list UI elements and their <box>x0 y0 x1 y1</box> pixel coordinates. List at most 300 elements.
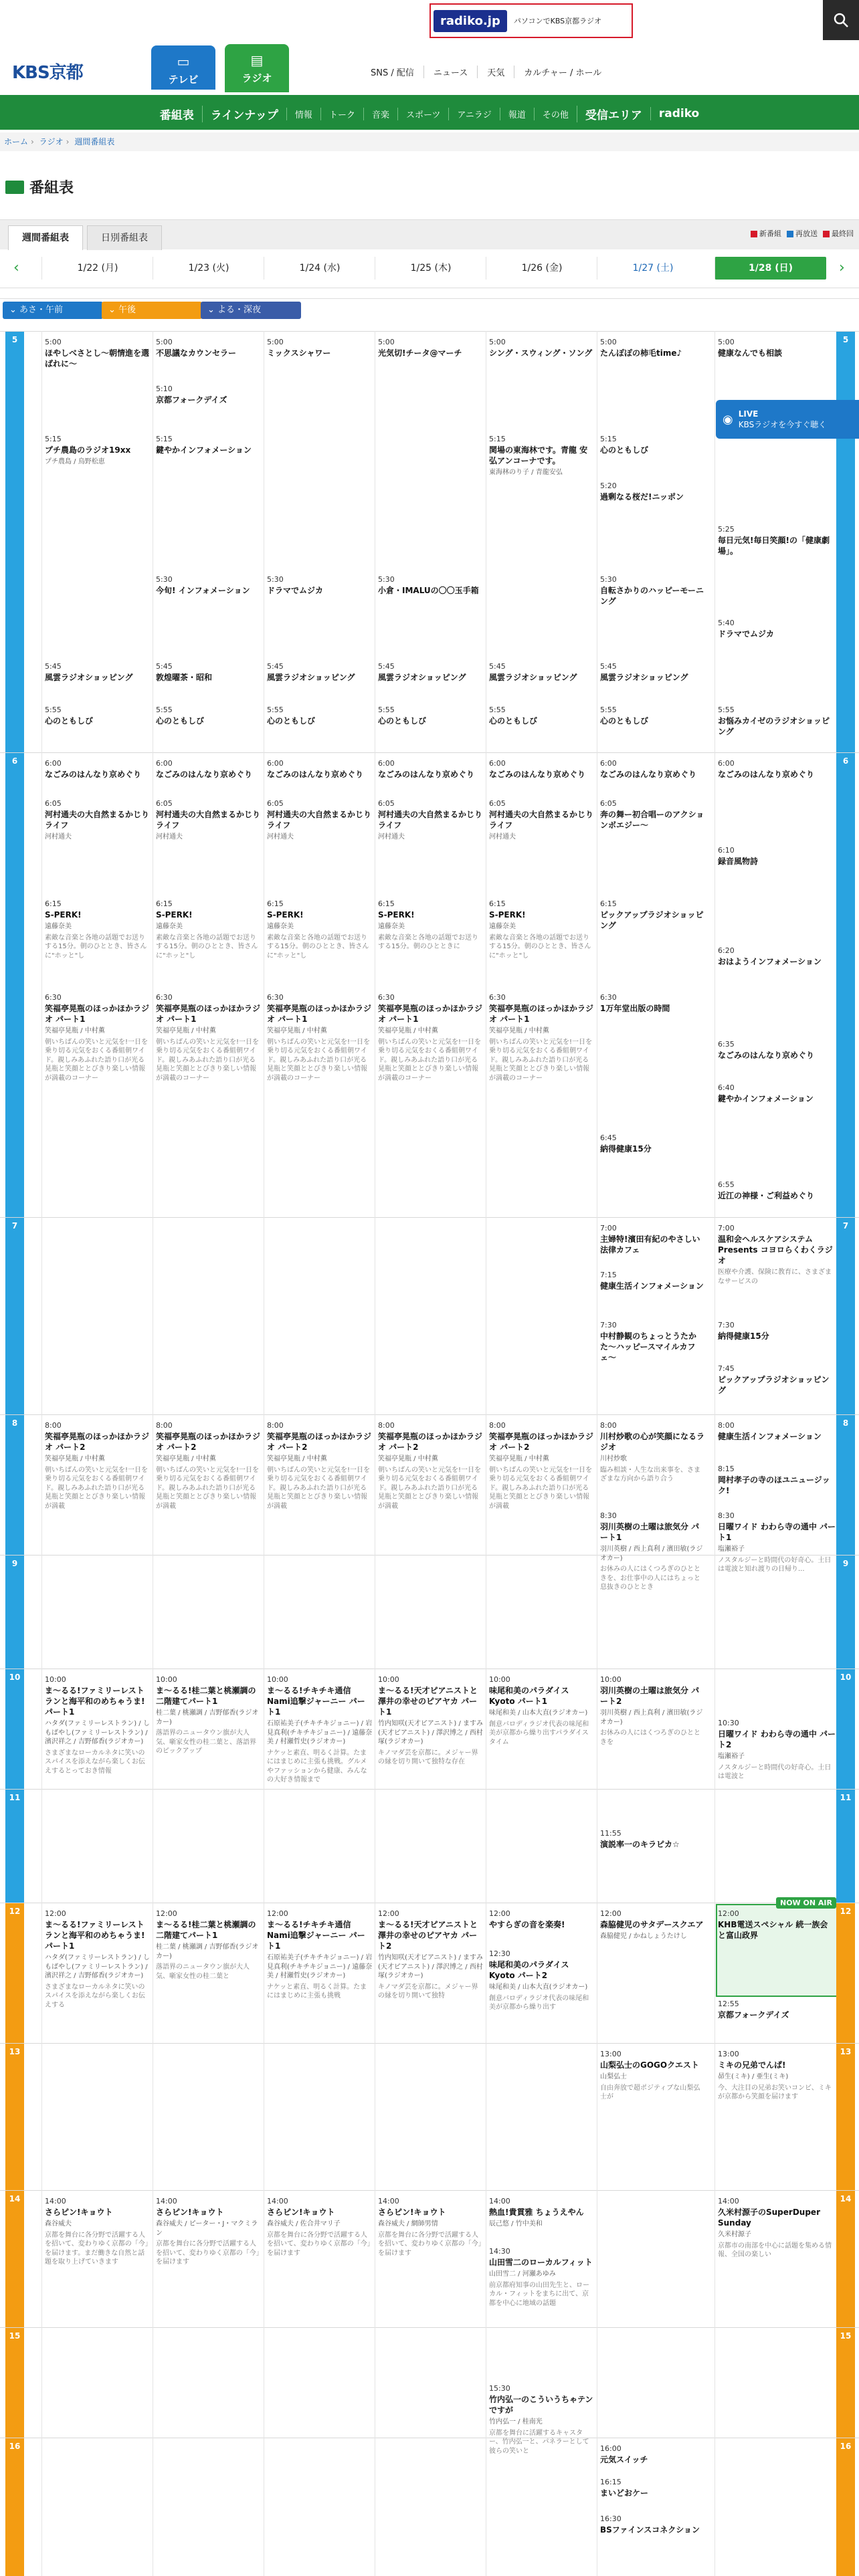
program-item[interactable] <box>156 799 262 842</box>
program-title[interactable]: 笑福亭晃瓶のほっかほかラジオ パート1 <box>489 1003 594 1025</box>
program-item[interactable] <box>378 993 484 1083</box>
program-cast: 桂二葉 / 桃瀬調 / 吉野郁香(ラジオカー) <box>156 1709 259 1726</box>
program-title[interactable]: ま〜るる!チキチキ通信Nami追撃ジャーニー パート1 <box>267 1685 365 1717</box>
program-item[interactable] <box>600 2050 706 2102</box>
program-item[interactable] <box>489 338 595 358</box>
program-title[interactable]: 小倉・IMALUの〇〇玉手箱 <box>378 585 479 595</box>
radiko-ad-banner[interactable] <box>430 3 633 38</box>
program-time: 16:00 <box>600 2444 622 2453</box>
program-time: 5:00 <box>718 338 735 346</box>
ad-logo: radiko.jp <box>434 10 507 32</box>
prev-week-icon[interactable]: ‹ <box>13 259 19 276</box>
program-time: 8:00 <box>378 1421 395 1430</box>
program-title[interactable]: 不思議なカウンセラー <box>156 348 237 358</box>
program-item[interactable] <box>45 435 151 467</box>
program-title[interactable]: 心のともしび <box>600 716 649 726</box>
program-title[interactable]: 山梨弘士のGOGOクエスト <box>600 2060 699 2070</box>
program-item[interactable] <box>489 435 595 477</box>
program-title[interactable]: 光気切!チータ@マーチ <box>378 348 462 358</box>
program-title[interactable]: 河村通夫の大自然まるかじりライフ <box>156 809 261 831</box>
program-title[interactable]: 過剰なる桜だ!ニッポン <box>600 492 684 502</box>
program-item[interactable] <box>600 759 706 780</box>
program-item[interactable] <box>600 1134 706 1154</box>
program-item[interactable] <box>378 1675 484 1767</box>
program-title[interactable]: 録音風物詩 <box>718 856 759 866</box>
date-mon[interactable]: 1/22 (月) <box>41 257 153 280</box>
program-title[interactable]: さらピン!キョウト <box>45 2207 113 2217</box>
program-item[interactable] <box>45 1675 151 1776</box>
program-item[interactable] <box>378 759 484 780</box>
program-time: 12:00 <box>378 1909 399 1918</box>
search-button[interactable] <box>823 0 859 40</box>
program-item[interactable] <box>267 1421 373 1511</box>
site-logo[interactable]: KBS京都 <box>12 63 83 83</box>
program-item[interactable] <box>600 481 706 502</box>
date-wed[interactable]: 1/24 (水) <box>264 257 375 280</box>
program-title[interactable]: なごみのはんなり京めぐり <box>45 769 142 779</box>
program-title[interactable]: ドラマでムジカ <box>267 585 324 595</box>
program-time: 8:00 <box>489 1421 506 1430</box>
program-item[interactable] <box>489 662 595 683</box>
program-title[interactable]: 奔の舞ー初合唱ーのアクションボエジー〜 <box>600 809 704 831</box>
program-cast: ハタダ(ファミリーレストラン) / しもばやし(ファミリーレストラン) / 濱沢祥之 / 吉野郁香(ラジオカー) <box>45 1720 150 1746</box>
filter-morning[interactable]: ⌄ あさ・午前 <box>3 302 103 319</box>
program-title[interactable]: シング・スウィング・ソング <box>489 348 593 358</box>
radio-nav-sports[interactable]: スポーツ <box>397 108 448 120</box>
radio-nav-lineup[interactable]: ラインナップ <box>202 106 286 122</box>
program-item[interactable] <box>489 759 595 780</box>
program-item[interactable] <box>600 993 706 1014</box>
program-title[interactable]: 山田雪二のローカルフィット <box>489 2257 593 2267</box>
program-cast: 笑福亭晃瓶 / 中村薫 <box>489 1455 549 1463</box>
program-title[interactable]: 1万年堂出版の時間 <box>600 1003 670 1013</box>
program-item[interactable] <box>489 899 595 960</box>
program-item[interactable] <box>718 1465 836 1496</box>
program-title[interactable]: 河村通夫の大自然まるかじりライフ <box>267 809 372 831</box>
program-item[interactable] <box>45 338 151 369</box>
program-item[interactable] <box>378 799 484 842</box>
program-title[interactable]: 味尾和美のパラダイスKyoto パート1 <box>489 1685 569 1707</box>
program-item[interactable] <box>156 575 262 596</box>
program-title[interactable]: 敦煌曜茶・昭和 <box>156 672 213 682</box>
program-time: 6:15 <box>45 899 62 908</box>
program-item[interactable] <box>489 1421 595 1511</box>
program-item[interactable] <box>267 899 373 960</box>
hour-label-right: 5 <box>836 331 855 752</box>
program-item[interactable] <box>600 2444 706 2465</box>
program-title[interactable]: さらピン!キョウト <box>267 2207 335 2217</box>
program-item[interactable] <box>156 2197 262 2267</box>
program-time: 12:00 <box>267 1909 288 1918</box>
program-title[interactable]: 笑福亭晃瓶のほっかほかラジオ パート2 <box>45 1431 150 1453</box>
filter-afternoon[interactable]: ⌄ 午後 <box>102 302 202 319</box>
program-item[interactable] <box>267 706 373 726</box>
program-time: 7:45 <box>718 1364 735 1373</box>
program-item[interactable] <box>489 1675 595 1747</box>
program-title[interactable]: なごみのはんなり京めぐり <box>156 769 253 779</box>
program-item[interactable] <box>378 338 484 358</box>
program-item[interactable] <box>45 799 151 842</box>
radio-nav-news[interactable]: 報道 <box>500 108 534 120</box>
program-item[interactable] <box>267 662 373 683</box>
program-title[interactable]: 毎日元気!毎日笑顔!の「健康劇場」。 <box>718 535 830 556</box>
program-item[interactable] <box>45 2197 151 2267</box>
program-item[interactable] <box>45 1421 151 1511</box>
program-item[interactable] <box>718 1180 836 1201</box>
program-title[interactable]: 自転さかりのハッピーモーニング <box>600 585 704 607</box>
program-title[interactable]: 心のともしび <box>600 445 649 455</box>
program-title[interactable]: なごみのはんなり京めぐり <box>718 769 815 779</box>
radio-nav-other[interactable]: その他 <box>534 108 577 120</box>
program-item[interactable] <box>600 435 706 455</box>
program-title[interactable]: 味尾和美のパラダイスKyoto パート2 <box>489 1959 569 1981</box>
program-title[interactable]: 羽川英樹の土曜は旅気分 パート2 <box>600 1685 700 1707</box>
program-title[interactable]: 鍵やかインフォメーション <box>718 1093 814 1103</box>
program-time: 6:00 <box>378 759 395 768</box>
program-title[interactable]: 中村静観のちょっとうたかた〜ハッピースマイルカフェ〜 <box>600 1331 697 1363</box>
tab-tv[interactable] <box>151 45 215 90</box>
program-title[interactable]: 鍵やかインフォメーション <box>156 445 252 455</box>
program-item[interactable] <box>45 1909 151 2010</box>
program-title[interactable]: ミキの兄弟でんぱ! <box>718 2060 786 2070</box>
next-week-icon[interactable]: › <box>839 259 845 276</box>
program-title[interactable]: S-PERK! <box>378 909 415 920</box>
program-title[interactable]: 笑福亭晃瓶のほっかほかラジオ パート2 <box>267 1431 372 1453</box>
program-item[interactable] <box>600 899 706 931</box>
program-description: 創意バロディラジオ代表の味尾和美が京都から繰り出す <box>489 1994 589 2012</box>
program-item[interactable] <box>718 1224 836 1286</box>
program-title[interactable]: 日曜ワイド わわら寺の通中 パート2 <box>718 1729 836 1750</box>
program-title[interactable]: 竹内弘一のこういうちゃテンですが <box>489 2394 593 2416</box>
legend-new: 新番組 <box>751 228 781 239</box>
program-time: 6:30 <box>378 993 395 1002</box>
program-item[interactable] <box>378 706 484 726</box>
program-cast: 笑福亭晃瓶 / 中村薫 <box>378 1027 438 1035</box>
radio-nav-music[interactable]: 音楽 <box>363 108 397 120</box>
program-item[interactable] <box>45 993 151 1083</box>
program-time: 6:45 <box>600 1134 617 1142</box>
program-item[interactable] <box>378 2197 484 2258</box>
program-time: 6:30 <box>267 993 284 1002</box>
program-item[interactable] <box>718 619 836 639</box>
program-item[interactable] <box>600 575 706 607</box>
program-item[interactable] <box>600 1909 706 1941</box>
top-nav-weather[interactable]: 天気 <box>477 66 514 78</box>
program-cast: 笑福亭晃瓶 / 中村薫 <box>45 1455 105 1463</box>
program-title[interactable]: 河村通夫の大自然まるかじりライフ <box>45 809 150 831</box>
program-item[interactable] <box>267 2197 373 2258</box>
time-filters <box>0 298 859 323</box>
program-item[interactable] <box>718 1364 836 1396</box>
now-on-air-badge: NOW ON AIR <box>776 1897 836 1909</box>
program-item[interactable] <box>718 1909 836 1941</box>
program-item[interactable] <box>156 993 262 1083</box>
program-title[interactable]: 健康生活インフォメーション <box>718 1431 822 1441</box>
program-title[interactable]: ピックアップラジオショッピング <box>718 1374 830 1396</box>
program-item[interactable] <box>600 1224 706 1255</box>
breadcrumb-weekly[interactable]: 週間番組表 <box>74 137 115 146</box>
program-item[interactable] <box>489 706 595 726</box>
program-title[interactable]: S-PERK! <box>489 909 526 920</box>
program-item[interactable] <box>156 1675 262 1756</box>
program-time: 5:00 <box>267 338 284 346</box>
program-item[interactable] <box>267 338 373 358</box>
program-item[interactable] <box>600 338 706 358</box>
program-title[interactable]: ミックスシャワー <box>267 348 331 358</box>
program-item[interactable] <box>45 759 151 780</box>
program-item[interactable] <box>45 706 151 726</box>
program-item[interactable] <box>489 1909 595 1930</box>
program-item[interactable] <box>600 799 706 831</box>
program-title[interactable]: ま〜るる!チキチキ通信Nami追撃ジャーニー パート1 <box>267 1919 365 1951</box>
tab-daily[interactable]: 日別番組表 <box>87 225 162 250</box>
date-sat[interactable]: 1/27 (土) <box>597 257 708 280</box>
program-title[interactable]: 納得健康15分 <box>600 1144 652 1154</box>
program-title[interactable]: 風雲ラジオショッピング <box>600 672 688 682</box>
program-title[interactable]: 心のともしび <box>378 716 427 726</box>
program-time: 6:05 <box>600 799 617 808</box>
program-item[interactable] <box>267 799 373 842</box>
program-item[interactable] <box>489 2197 595 2229</box>
program-title[interactable]: 心のともしび <box>489 716 538 726</box>
tab-weekly[interactable]: 週間番組表 <box>8 225 83 250</box>
program-title[interactable]: 演説率一のキラピカ☆ <box>600 1839 680 1849</box>
program-item[interactable] <box>489 993 595 1083</box>
program-item[interactable] <box>267 575 373 596</box>
program-title[interactable]: BSファインスコネクション <box>600 2525 700 2535</box>
program-item[interactable] <box>156 759 262 780</box>
program-item[interactable] <box>156 899 262 960</box>
program-title[interactable]: ドラマでムジカ <box>718 629 775 639</box>
program-item[interactable] <box>489 1949 595 2012</box>
program-title[interactable]: 河村通夫の大自然まるかじりライフ <box>489 809 594 831</box>
radio-nav-area[interactable]: 受信エリア <box>577 106 650 122</box>
program-title[interactable]: 笑福亭晃瓶のほっかほかラジオ パート2 <box>489 1431 594 1453</box>
radio-nav-schedule[interactable]: 番組表 <box>159 108 194 122</box>
program-item[interactable] <box>718 1083 836 1104</box>
program-time: 6:05 <box>156 799 173 808</box>
program-title[interactable]: やすらぎの音を楽奏! <box>489 1919 565 1929</box>
program-item[interactable] <box>45 899 151 960</box>
program-title[interactable]: 岡村孝子の寺のほユニュージック! <box>718 1475 830 1496</box>
program-title[interactable]: ま〜るる!桂二葉と桃瀬調の二階建てパート1 <box>156 1685 256 1707</box>
date-fri[interactable]: 1/26 (金) <box>486 257 597 280</box>
chevron-down-icon: ⌄ <box>207 305 218 315</box>
program-item[interactable] <box>600 1829 706 1850</box>
program-item[interactable] <box>600 1511 706 1592</box>
program-item[interactable] <box>489 799 595 842</box>
site-header <box>0 40 859 98</box>
program-item[interactable] <box>378 662 484 683</box>
live-listen-button[interactable] <box>716 400 859 439</box>
program-title[interactable]: 久米村源子のSuperDuper Sunday <box>718 2207 820 2228</box>
program-title[interactable]: 納得健康15分 <box>718 1331 769 1341</box>
program-title[interactable]: なごみのはんなり京めぐり <box>378 769 475 779</box>
program-title[interactable]: 笑福亭晃瓶のほっかほかラジオ パート1 <box>267 1003 372 1025</box>
program-title[interactable]: 心のともしび <box>156 716 205 726</box>
program-title[interactable]: 風雲ラジオショッピング <box>378 672 466 682</box>
program-title[interactable]: 主婦特!濱田有紀のやさしい法律カフェ <box>600 1234 700 1255</box>
program-title[interactable]: なごみのはんなり京めぐり <box>718 1050 815 1060</box>
program-item[interactable] <box>378 1909 484 2001</box>
program-title[interactable]: 笑福亭晃瓶のほっかほかラジオ パート1 <box>156 1003 261 1025</box>
date-thu[interactable]: 1/25 (木) <box>375 257 486 280</box>
program-item[interactable] <box>718 706 836 737</box>
program-title[interactable]: ま〜るる!桂二葉と桃瀬調の二階建てパート1 <box>156 1919 256 1941</box>
program-time: 5:55 <box>600 706 617 714</box>
program-title[interactable]: S-PERK! <box>267 909 304 920</box>
program-title[interactable]: 風雲ラジオショッピング <box>489 672 577 682</box>
program-title[interactable]: 関場の東海林です。青龍 安弘アンコーナです。 <box>489 445 588 466</box>
program-item[interactable] <box>600 1271 706 1291</box>
program-item[interactable] <box>378 899 484 952</box>
program-title[interactable]: たんぽぽの柿毛time♪ <box>600 348 682 358</box>
program-title[interactable]: 心のともしび <box>45 716 94 726</box>
program-title[interactable]: 笑福亭晃瓶のほっかほかラジオ パート1 <box>45 1003 150 1025</box>
program-title[interactable]: ま〜るる!ファミリーレストランと海平和のめちゃうま! パート1 <box>45 1685 145 1717</box>
tab-tv-label: テレビ <box>168 74 199 86</box>
radio-nav-radiko[interactable]: radiko <box>650 107 707 120</box>
program-item[interactable] <box>267 759 373 780</box>
program-title[interactable]: ほやしべさとし〜朝情進を選ばれに〜 <box>45 348 150 369</box>
program-title[interactable]: 心のともしび <box>267 716 316 726</box>
program-item[interactable] <box>378 575 484 596</box>
weekly-schedule-grid <box>0 331 859 2576</box>
date-sun[interactable]: 1/28 (日) <box>714 257 826 280</box>
program-title[interactable]: 笑福亭晃瓶のほっかほかラジオ パート2 <box>156 1431 261 1453</box>
program-item[interactable] <box>718 2197 836 2260</box>
program-title[interactable]: S-PERK! <box>156 909 193 920</box>
radio-nav-anime[interactable]: アニラジ <box>448 108 499 120</box>
breadcrumb-home[interactable]: ホーム <box>4 137 29 146</box>
breadcrumb-radio[interactable]: ラジオ <box>39 137 64 146</box>
program-title[interactable]: ま〜るる!天才ピアニストと澤井の幸せのピアヤカ パート1 <box>378 1685 478 1717</box>
program-item[interactable] <box>156 1421 262 1511</box>
program-title[interactable]: KHB電送スペシャル 続一族会と富山政界 <box>718 1919 828 1941</box>
program-item[interactable] <box>718 946 836 967</box>
program-item[interactable] <box>600 2514 706 2535</box>
program-item[interactable] <box>600 2478 706 2498</box>
program-item[interactable] <box>156 706 262 726</box>
program-item[interactable] <box>267 993 373 1083</box>
program-item[interactable] <box>600 1321 706 1363</box>
date-tue[interactable]: 1/23 (火) <box>153 257 264 280</box>
radio-nav-talk[interactable]: トーク <box>320 108 363 120</box>
hour-label-left: 14 <box>5 2190 24 2327</box>
program-title[interactable]: 笑福亭晃瓶のほっかほかラジオ パート1 <box>378 1003 483 1025</box>
program-item[interactable] <box>718 1719 836 1782</box>
program-item[interactable] <box>718 1421 836 1442</box>
program-item[interactable] <box>600 706 706 726</box>
program-item[interactable] <box>267 1675 373 1785</box>
program-title[interactable]: プチ農島のラジオ19xx <box>45 445 131 455</box>
program-title[interactable]: 熱血!貴貫雅 ちょうえやん <box>489 2207 584 2217</box>
program-title[interactable]: 近江の神様・ご利益めぐり <box>718 1190 815 1200</box>
program-title[interactable]: 森脇健児のサタデースクエア <box>600 1919 704 1929</box>
program-title[interactable]: なごみのはんなり京めぐり <box>600 769 697 779</box>
program-item[interactable] <box>718 525 836 556</box>
program-item[interactable] <box>489 2384 595 2456</box>
top-nav-news[interactable]: ニュース <box>423 66 477 78</box>
program-cast: 遠藤奈美 <box>156 923 183 931</box>
live-icon: ◉ <box>723 412 733 427</box>
program-title[interactable]: お悩みカイゼのラジオショッピング <box>718 716 830 737</box>
program-title[interactable]: 河村通夫の大自然まるかじりライフ <box>378 809 483 831</box>
program-description: 朝いちばんの笑いと元気を!一日を乗り切る元気をおくる番組朝ワイド。親しみあふれた語り口が光る晃瓶と笑顔ととびきり楽しい情報が満載のコーナー <box>378 1038 482 1082</box>
program-description: ノスタルジーと時間代の好奇心。土日は電波と <box>718 1763 832 1781</box>
program-title[interactable]: さらピン!キョウト <box>378 2207 446 2217</box>
program-item[interactable] <box>267 1909 373 2001</box>
program-item[interactable] <box>600 1421 706 1484</box>
program-time: 6:30 <box>489 993 506 1002</box>
program-item[interactable] <box>156 1909 262 1981</box>
program-title[interactable]: 笑福亭晃瓶のほっかほかラジオ パート2 <box>378 1431 483 1453</box>
program-title[interactable]: 温和会ヘルスケアシステムPresents コヨロらくわくラジオ <box>718 1234 833 1266</box>
program-title[interactable]: S-PERK! <box>45 909 82 920</box>
program-title[interactable]: さらピン!キョウト <box>156 2207 224 2217</box>
program-title[interactable]: なごみのはんなり京めぐり <box>267 769 364 779</box>
program-description: 京都を舞台に各分野で活躍する人を招いて、変わりゆく京都の「今」を届けます <box>378 2231 482 2257</box>
program-title[interactable]: 京都フォークデイズ <box>718 2010 789 2020</box>
program-title[interactable]: 健康なんでも相談 <box>718 348 783 358</box>
program-title[interactable]: おはようインフォメーション <box>718 956 822 966</box>
program-item[interactable] <box>718 1040 836 1061</box>
program-item[interactable] <box>718 338 836 358</box>
program-cast: 桂二葉 / 桃瀬調 / 吉野郁香(ラジオカー) <box>156 1943 259 1960</box>
program-item[interactable] <box>718 2000 836 2020</box>
program-item[interactable] <box>718 1321 836 1341</box>
tab-radio[interactable] <box>225 44 289 92</box>
program-title[interactable]: 日曜ワイド わわら寺の通中 パート1 <box>718 1521 836 1543</box>
program-title[interactable]: 川村炒歌の心が笑顔になるラジオ <box>600 1431 705 1453</box>
program-item[interactable] <box>718 759 836 780</box>
program-cast: 遠藤奈美 <box>489 923 516 931</box>
program-item[interactable] <box>718 846 836 867</box>
day-column <box>41 331 153 2576</box>
program-item[interactable] <box>156 435 262 455</box>
radio-nav-info[interactable]: 情報 <box>286 108 320 120</box>
program-item[interactable] <box>600 662 706 683</box>
program-title[interactable]: 風雲ラジオショッピング <box>45 672 133 682</box>
program-item[interactable] <box>600 1675 706 1747</box>
program-item[interactable] <box>378 1421 484 1511</box>
program-item[interactable] <box>489 2247 595 2308</box>
top-nav-sns[interactable]: SNS / 配信 <box>371 68 414 78</box>
program-item[interactable] <box>718 2050 836 2102</box>
filter-night[interactable]: ⌄ よる・深夜 <box>201 302 301 319</box>
program-title[interactable]: ま〜るる!天才ピアニストと澤井の幸せのピアヤカ パート2 <box>378 1919 478 1951</box>
program-title[interactable]: ピックアップラジオショッピング <box>600 909 704 931</box>
hour-label-right: 6 <box>836 752 855 1217</box>
program-title[interactable]: 元気スイッチ <box>600 2454 648 2464</box>
program-title[interactable]: まいどおケー <box>600 2488 649 2498</box>
program-title[interactable]: ま〜るる!ファミリーレストランと海平和のめちゃうま! パート1 <box>45 1919 145 1951</box>
program-item[interactable] <box>45 662 151 683</box>
program-item[interactable] <box>156 338 262 358</box>
program-title[interactable]: 羽川英樹の土曜は旅気分 パート1 <box>600 1521 700 1543</box>
top-nav-culture[interactable]: カルチャー / ホール <box>514 66 611 78</box>
program-item[interactable] <box>156 662 262 683</box>
program-time: 5:15 <box>489 435 506 443</box>
program-title[interactable]: 今旬! インフォメーション <box>156 585 250 595</box>
program-item[interactable] <box>156 385 262 405</box>
program-title[interactable]: なごみのはんなり京めぐり <box>489 769 586 779</box>
program-item[interactable] <box>718 1511 836 1574</box>
program-title[interactable]: 風雲ラジオショッピング <box>267 672 355 682</box>
breadcrumb: ホーム › ラジオ › 週間番組表 <box>0 132 859 151</box>
program-title[interactable]: 健康生活インフォメーション <box>600 1281 704 1291</box>
program-title[interactable]: 京都フォークデイズ <box>156 395 227 405</box>
